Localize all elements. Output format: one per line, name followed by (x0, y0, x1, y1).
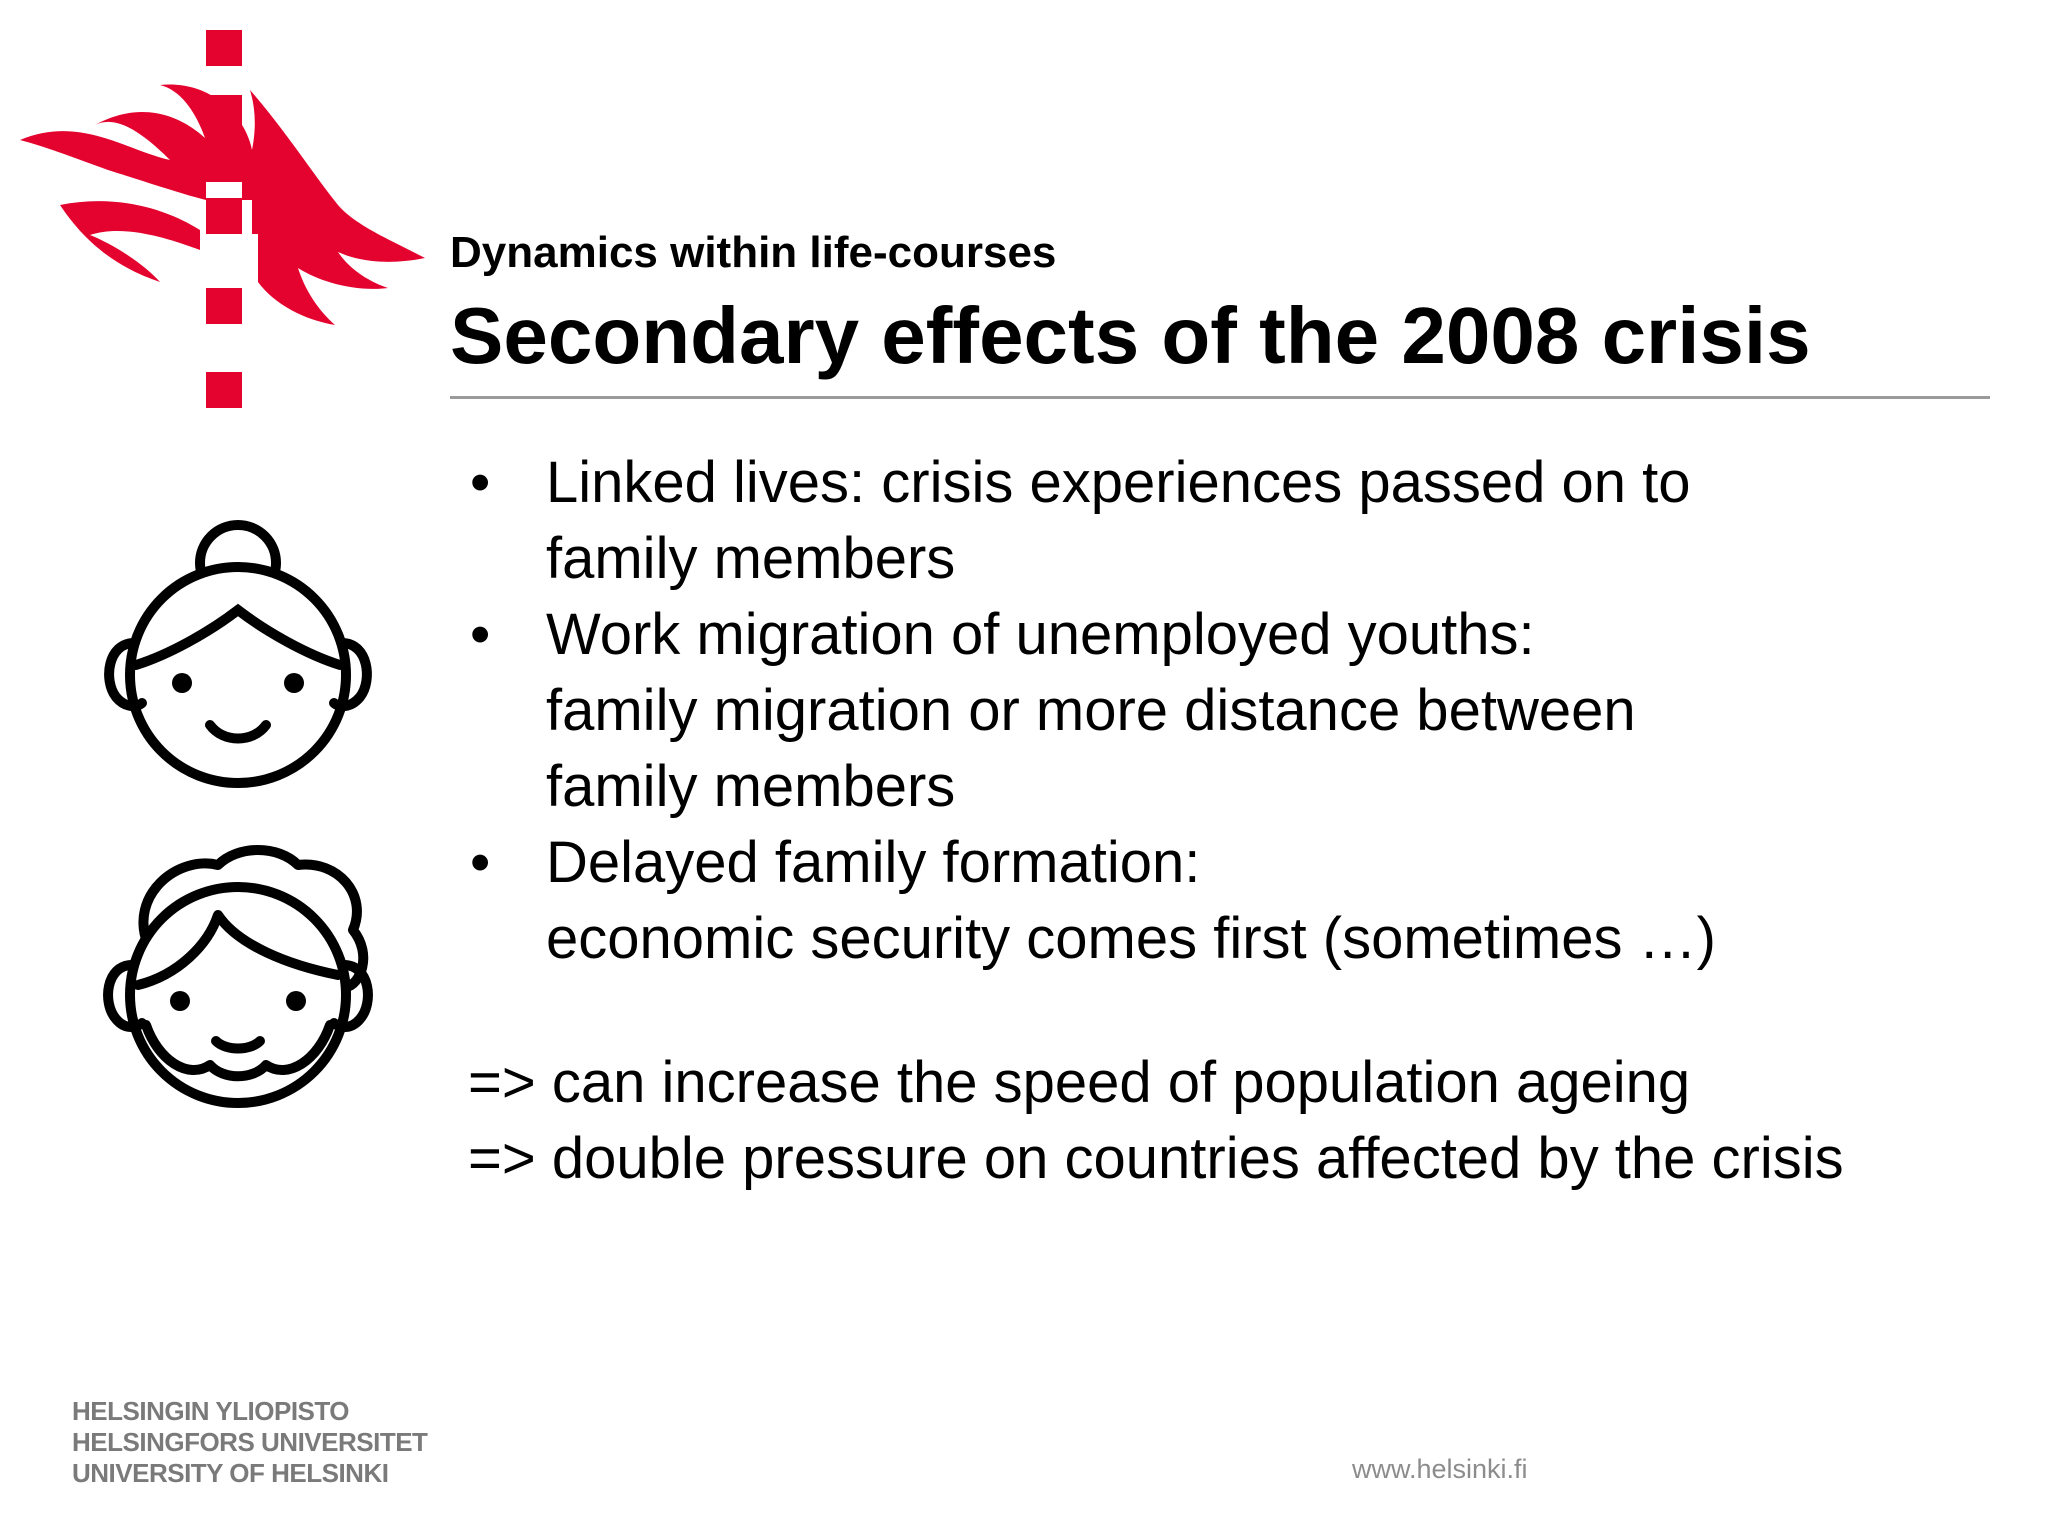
university-name-swedish: HELSINGFORS UNIVERSITET (72, 1427, 428, 1457)
bullet-text: Work migration of unemployed youths: family migration or more distance between family members (546, 602, 1636, 819)
grandfather-face-icon (98, 835, 378, 1115)
title-divider (450, 396, 1990, 399)
conclusions (468, 1045, 1908, 1197)
slide-title: Secondary effects of the 2008 crisis (450, 291, 1811, 380)
bullet-marker: • (470, 450, 491, 515)
university-names (72, 1396, 427, 1489)
university-flame-logo-icon (20, 20, 440, 410)
university-name-english: UNIVERSITY OF HELSINKI (72, 1458, 389, 1488)
website-url: www.helsinki.fi (1352, 1454, 1528, 1484)
university-name-finnish: HELSINGIN YLIOPISTO (72, 1396, 350, 1426)
bullet-item-delayed-family (450, 825, 1716, 977)
bullet-item-linked-lives (450, 445, 1716, 597)
conclusion-ageing: => can increase the speed of population ageing (468, 1050, 1691, 1115)
bullet-list (450, 445, 1716, 977)
bullet-text: Delayed family formation: economic security comes first (sometimes …) (546, 830, 1716, 971)
bullet-text: Linked lives: crisis experiences passed on to family members (546, 450, 1691, 591)
bullet-marker: • (470, 830, 491, 895)
slide-subtitle: Dynamics within life-courses (450, 228, 1057, 277)
conclusion-double-pressure: => double pressure on countries affected by the crisis (468, 1126, 1844, 1191)
grandmother-face-icon (98, 515, 378, 795)
bullet-item-work-migration (450, 597, 1716, 825)
bullet-marker: • (470, 602, 491, 667)
